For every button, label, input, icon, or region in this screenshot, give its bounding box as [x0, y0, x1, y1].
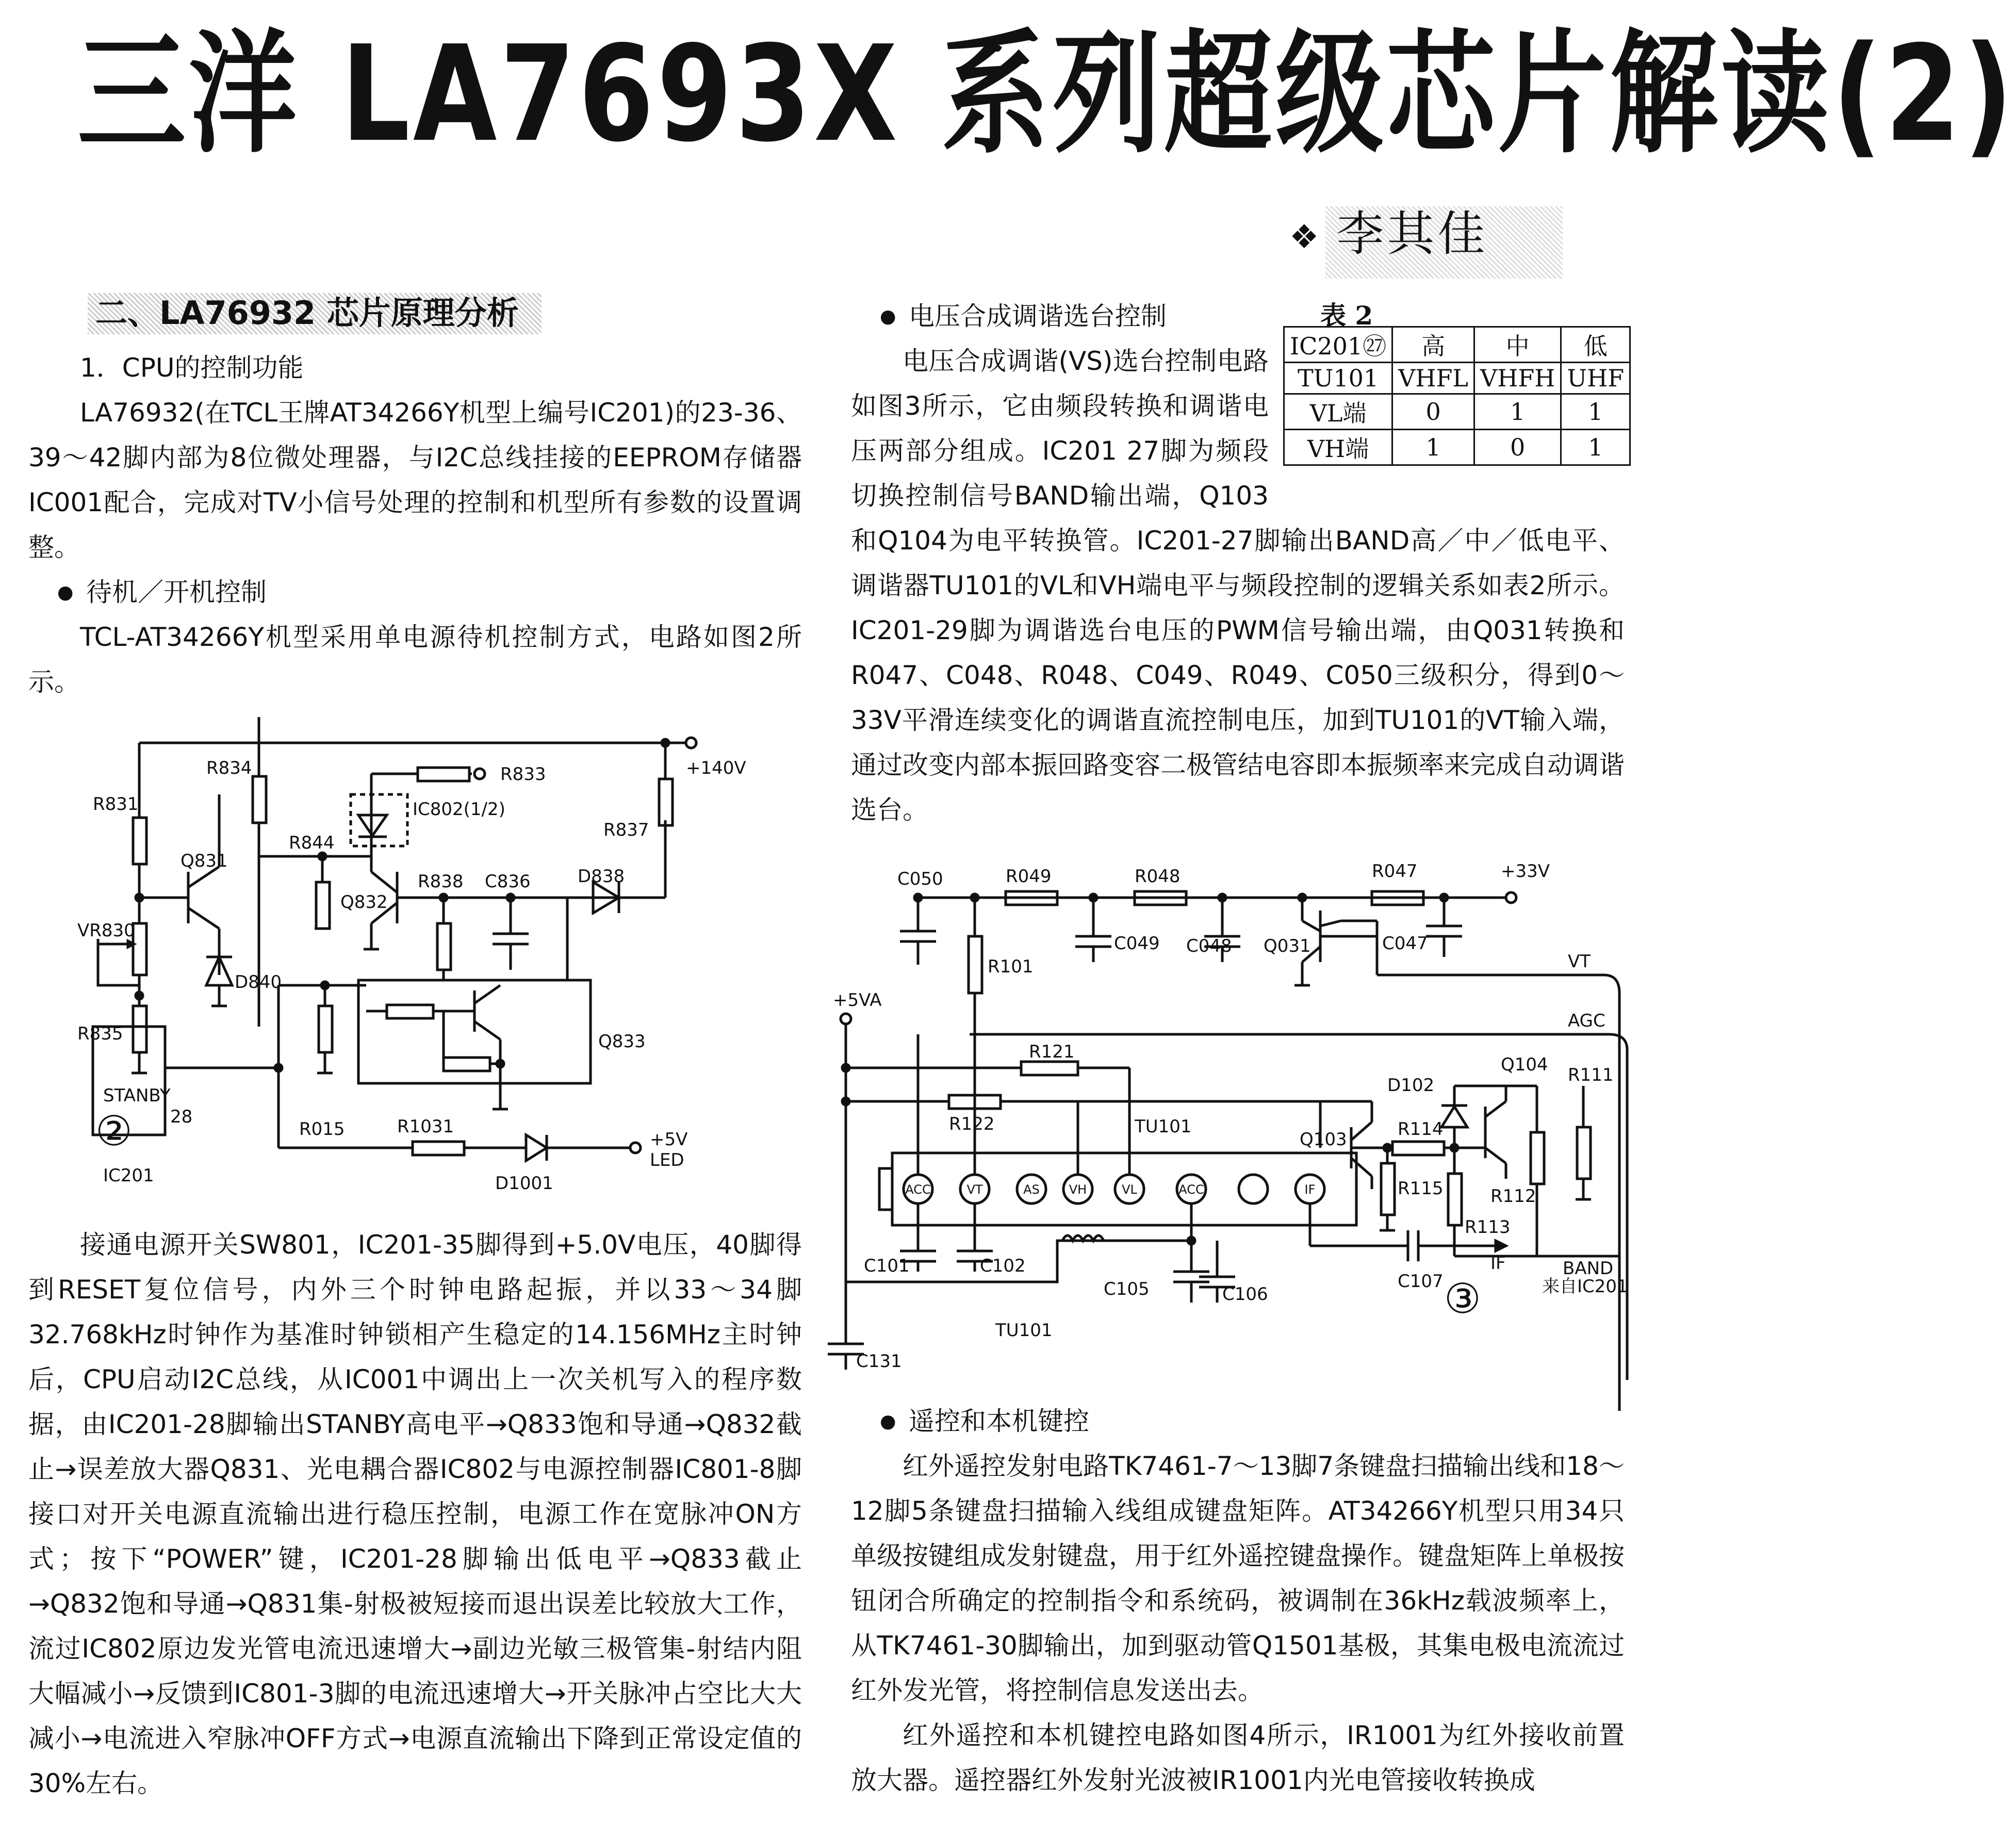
table-cell: VHFH [1474, 363, 1561, 394]
label: R049 [1006, 866, 1052, 887]
section-heading: 二、LA76932 芯片原理分析 [95, 294, 519, 332]
paragraph: 红外遥控发射电路TK7461-7～13脚7条键盘扫描输出线和18～12脚5条键盘扫描输入线组成键盘矩阵。AT34266Y机型只用34只单级按键组成发射键盘，用于红外遥控键盘操作。键盘矩阵上单极按钮闭合所确定的控制指令和系统码，被调制在36kHz载波频率上，从TK7461-30脚输出，加到驱动管Q1501基极，其集电极电流流过红外发光管，将控制信息发送出去。 [851, 1451, 1625, 1705]
label: C836 [485, 871, 531, 892]
label: R844 [289, 833, 335, 853]
tuner-pin-label: VT [966, 1182, 983, 1197]
label: R122 [949, 1114, 995, 1134]
table-cell: VHFL [1392, 363, 1474, 394]
label: Q103 [1300, 1129, 1347, 1150]
label: STANBY [103, 1085, 171, 1106]
label: D838 [578, 866, 625, 887]
table-cell: 中 [1474, 327, 1561, 363]
label: R833 [500, 764, 546, 785]
label: R835 [77, 1023, 123, 1044]
table-cell: IC201㉗ [1284, 327, 1392, 363]
label: +5V [650, 1129, 688, 1150]
bullet-tuning: ● 电压合成调谐选台控制 [851, 294, 1264, 339]
table-caption: 表 2 [1320, 300, 1373, 331]
author-name: 李其佳 [1336, 206, 1488, 262]
label: R834 [206, 758, 252, 778]
label: C101 [864, 1256, 910, 1276]
paragraph: LA76932(在TCL王牌AT34266Y机型上编号IC201)的23-36、39～42脚内部为8位微处理器，与I2C总线挂接的EEPROM存储器IC001配合，完成对TV小信号处理的控制和机型所有参数的设置调整。 [28, 398, 802, 562]
label: D840 [235, 972, 282, 993]
label: C050 [897, 869, 943, 889]
figure-number: ③ [1444, 1275, 1481, 1323]
label: IC802(1/2) [413, 799, 505, 820]
label: R113 [1465, 1217, 1511, 1238]
label: IF [1490, 1253, 1506, 1274]
tuner-pin-label: VL [1122, 1182, 1137, 1197]
paragraph: 红外遥控和本机键控电路如图4所示，IR1001为红外接收前置放大器。遥控器红外发射光波被IR1001内光电管接收转换成 [851, 1720, 1625, 1795]
subsection-title: 1．CPU的控制功能 [80, 353, 304, 383]
table-row [1284, 363, 1630, 394]
table-row [1284, 394, 1630, 430]
left-column-bottom [28, 1223, 802, 1806]
label: IC201 [103, 1165, 154, 1186]
table-row [1284, 430, 1630, 465]
label: +5VA [833, 990, 882, 1011]
label: C105 [1104, 1279, 1150, 1299]
label: +33V [1501, 861, 1550, 882]
table-cell: 1 [1474, 394, 1561, 430]
bullet-dot-icon: ● [57, 582, 74, 603]
label: Q031 [1264, 936, 1311, 956]
author-mark-icon: ❖ [1289, 218, 1322, 256]
tuner-pin-labels [905, 1182, 1315, 1197]
label: C048 [1186, 936, 1232, 956]
label: R101 [988, 956, 1034, 977]
label: R831 [93, 794, 139, 815]
tuner-pin-label: VH [1069, 1182, 1087, 1197]
label: R1031 [397, 1116, 454, 1137]
right-column-top-narrow [851, 294, 1264, 339]
label: C102 [980, 1256, 1026, 1276]
figure-number: ② [95, 1107, 133, 1155]
table-cell: VL端 [1284, 394, 1392, 430]
label: +140V [686, 758, 746, 778]
label: C049 [1114, 933, 1160, 954]
label: R111 [1568, 1065, 1614, 1085]
label: LED [650, 1150, 684, 1170]
author [1289, 206, 1488, 262]
tuner-pin-label: IF [1304, 1182, 1316, 1197]
bullet-standby: ● 待机／开机控制 [28, 570, 802, 615]
tuner-pin-label: ACC [905, 1182, 931, 1197]
article-title: 三洋 LA7693X 系列超级芯片解读(2) [77, 17, 2016, 171]
left-column-top [28, 346, 802, 705]
label: TU101 [1135, 1116, 1192, 1137]
label: R115 [1398, 1178, 1444, 1199]
table-cell: 0 [1474, 430, 1561, 465]
table-cell: 低 [1561, 327, 1630, 363]
label: R015 [299, 1119, 345, 1140]
label: VT [1568, 951, 1591, 972]
label: R114 [1398, 1119, 1444, 1140]
label: R838 [418, 871, 464, 892]
label: 28 [170, 1107, 193, 1127]
label: D102 [1387, 1075, 1435, 1096]
table-cell: 0 [1392, 394, 1474, 430]
label: C107 [1398, 1271, 1444, 1292]
tuner-pin-label: AS [1023, 1182, 1040, 1197]
label: D1001 [495, 1173, 553, 1194]
right-column-bottom [851, 1399, 1625, 1803]
label: R112 [1490, 1186, 1536, 1207]
table-row [1284, 327, 1630, 363]
bullet-remote: ● 遥控和本机键控 [851, 1399, 1625, 1444]
label: C106 [1222, 1284, 1268, 1305]
label: TU101 [995, 1320, 1053, 1341]
label: Q104 [1501, 1054, 1548, 1075]
label: AGC [1568, 1011, 1605, 1031]
label: R047 [1372, 861, 1418, 882]
label: Q833 [598, 1031, 646, 1052]
label: C131 [856, 1351, 902, 1372]
label: VR830 [77, 920, 135, 941]
label: R048 [1135, 866, 1181, 887]
bullet-dot-icon: ● [880, 1411, 896, 1432]
paragraph: 电压合成调谐(VS)选台控制电路如图3所示，它由频段转换和调谐电压两部分组成。IC201 27脚为频段切换控制信号BAND输出端，Q103和Q104为电平转换管。IC201-27脚输出BAND高／中／低电平、调谐器TU101的VL和VH端电平与频段控制的逻辑关系如表2所示。IC201-29脚为调谐选台电压的PWM信号输出端，由Q031转换和R047、C048、R048、C049、R049、C050三级积分，得到0～33V平滑连续变化的调谐直流控制电压，加到TU101的VT输入端，通过改变内部本振回路变容二极管结电容即本振频率来完成自动调谐选台。 [851, 346, 1625, 825]
tuner-pin-label: ACC [1178, 1182, 1204, 1197]
label: R121 [1029, 1042, 1075, 1062]
label: 来自IC201 [1542, 1276, 1628, 1297]
bullet-dot-icon: ● [880, 306, 896, 327]
table-cell: 1 [1561, 394, 1630, 430]
paragraph: TCL-AT34266Y机型采用单电源待机控制方式，电路如图2所示。 [28, 622, 802, 697]
label: BAND [1563, 1258, 1614, 1279]
label: Q832 [340, 892, 388, 913]
table-cell: 1 [1392, 430, 1474, 465]
label: C047 [1382, 933, 1428, 954]
paragraph: 接通电源开关SW801，IC201-35脚得到+5.0V电压，40脚得到RESET复位信号，内外三个时钟电路起振，并以33～34脚32.768kHz时钟作为基准时钟锁相产生稳定的14.156MHz主时钟后，CPU启动I2C总线，从IC001中调出上一次关机写入的程序数据，由IC201-28脚输出STANBY高电平→Q833饱和导通→Q832截止→误差放大器Q831、光电耦合器IC802与电源控制器IC801-8脚接口对开关电源直流输出进行稳压控制，电源工作在宽脉冲ON方式；按下“POWER”键，IC201-28脚输出低电平→Q833截止→Q832饱和导通→Q831集-射极被短接而退出误差比较放大工作，流过IC802原边发光管电流迅速增大→副边光敏三极管集-射结内阻大幅减小→反馈到IC801-3脚的电流迅速增大→开关脉冲占空比大大减小→电流进入窄脉冲OFF方式→电源直流输出下降到正常设定值的30%左右。 [28, 1230, 802, 1798]
table-cell: 1 [1561, 430, 1630, 465]
table-cell: UHF [1561, 363, 1630, 394]
table-cell: VH端 [1284, 430, 1392, 465]
figure-2-schematic [77, 717, 758, 1202]
table-cell: 高 [1392, 327, 1474, 363]
table-2 [1283, 326, 1631, 466]
table-cell: TU101 [1284, 363, 1392, 394]
label: R837 [603, 820, 649, 840]
label: Q831 [181, 851, 228, 871]
figure-3-schematic [825, 859, 1640, 1390]
